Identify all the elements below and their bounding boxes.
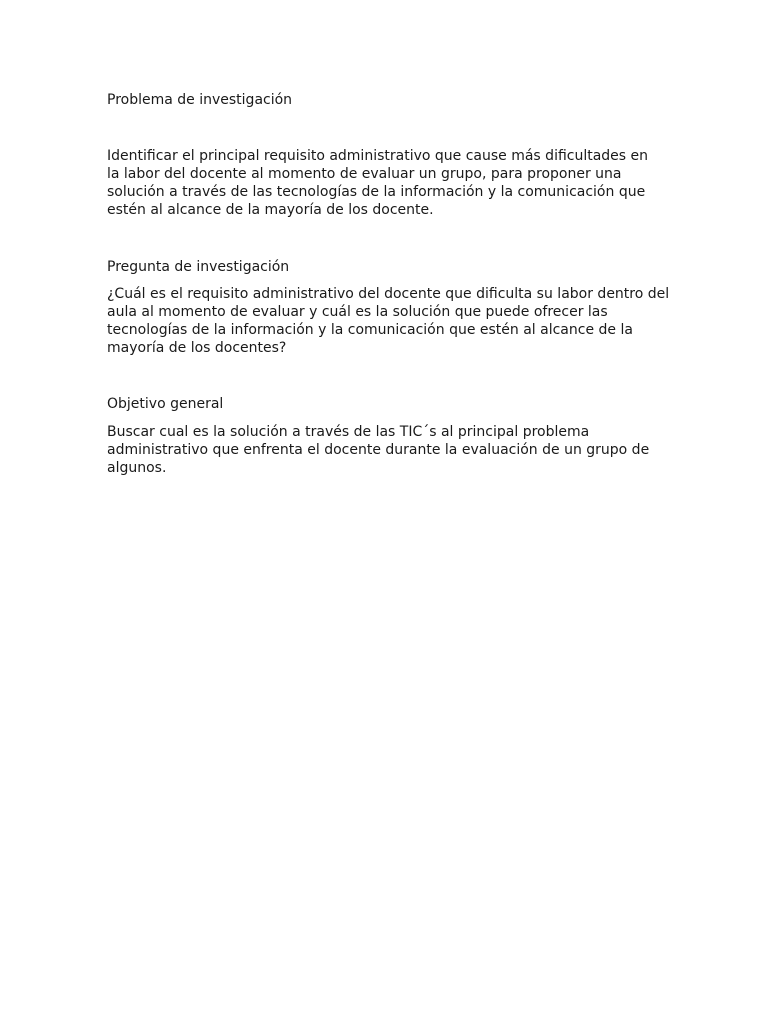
paragraph-line: ¿Cuál es el requisito administrativo del docente que dificulta su labor dentro del [107, 286, 670, 302]
section-body-objetivo [107, 423, 667, 477]
section-heading-problema: Problema de investigación [107, 92, 293, 108]
paragraph-line: tecnologías de la información y la comunicación que estén al alcance de la [107, 322, 633, 338]
paragraph-line: administrativo que enfrenta el docente durante la evaluación de un grupo de [107, 442, 650, 458]
paragraph-line: aula al momento de evaluar y cuál es la solución que puede ofrecer las [107, 304, 608, 320]
section-body-pregunta [107, 285, 670, 357]
section-body-problema [107, 147, 667, 219]
paragraph-line: algunos. [107, 460, 167, 476]
paragraph-line: Identificar el principal requisito administrativo que cause más dificultades en [107, 148, 649, 164]
paragraph-line: mayoría de los docentes? [107, 340, 287, 356]
paragraph-line: la labor del docente al momento de evaluar un grupo, para proponer una [107, 166, 622, 182]
section-heading-pregunta: Pregunta de investigación [107, 259, 290, 275]
paragraph-line: Buscar cual es la solución a través de las TIC´s al principal problema [107, 424, 590, 440]
paragraph-line: estén al alcance de la mayoría de los docente. [107, 202, 434, 218]
section-heading-objetivo: Objetivo general [107, 396, 224, 412]
paragraph-line: solución a través de las tecnologías de la información y la comunicación que [107, 184, 646, 200]
